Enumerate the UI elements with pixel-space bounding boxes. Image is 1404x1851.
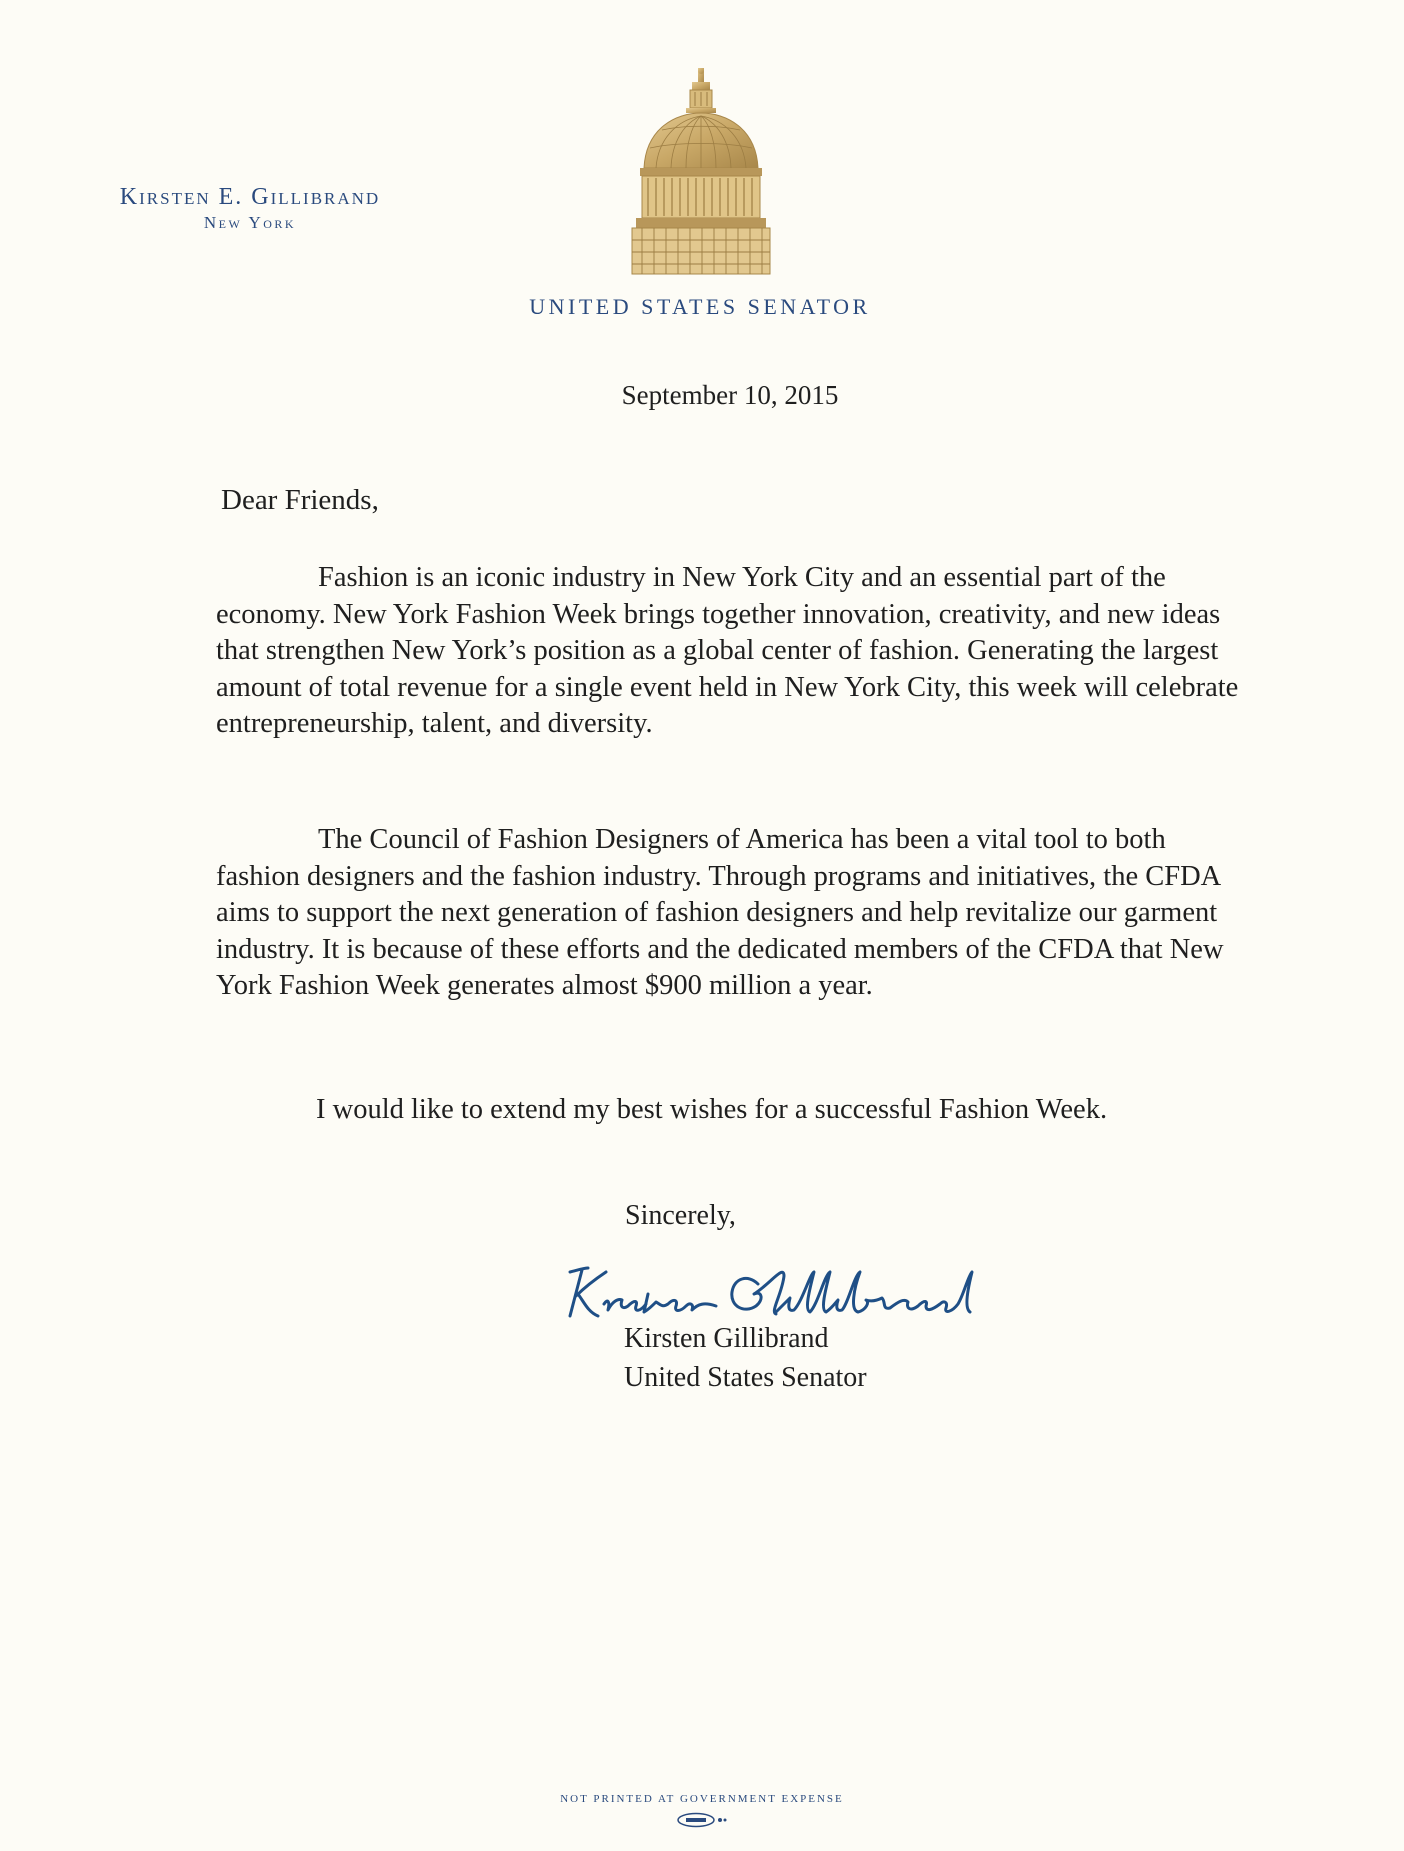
body-paragraph-3: I would like to extend my best wishes for a successful Fashion Week. [316,1094,1108,1125]
body-paragraph-2: The Council of Fashion Designers of America has been a vital tool to both fashion designers and the fashion industry. Through programs and initiatives, the CFDA aims to support the next generation of fashion designers and help revitalize our garment industry. It is because of these efforts and the dedicated members of the CFDA that New York Fashion Week generates almost $900 million a year. [216,824,1224,1001]
union-label-icon [676,1812,728,1828]
senator-state: New York [203,213,297,232]
signer-title: United States Senator [624,1362,867,1393]
capitol-dome-icon [626,68,776,278]
senator-name: Kirsten E. Gillibrand [119,184,381,210]
closing: Sincerely, [625,1200,736,1231]
footer-notice: NOT PRINTED AT GOVERNMENT EXPENSE [560,1793,844,1805]
handwritten-signature [548,1254,978,1334]
office-title: UNITED STATES SENATOR [529,294,871,319]
letter-date: September 10, 2015 [621,380,839,410]
letterhead-sender [70,182,430,234]
salutation: Dear Friends, [221,484,379,516]
signer-name: Kirsten Gillibrand [624,1323,829,1354]
body-paragraph-1: Fashion is an iconic industry in New York City and an essential part of the economy. New York Fashion Week brings together innovation, creativity, and new ideas that strengthen New York’s position as a global center of fashion. Generating the largest amount of total revenue for a single event held in New York City, this week will celebrate entrepreneurship, talent, and diversity. [216,562,1239,739]
